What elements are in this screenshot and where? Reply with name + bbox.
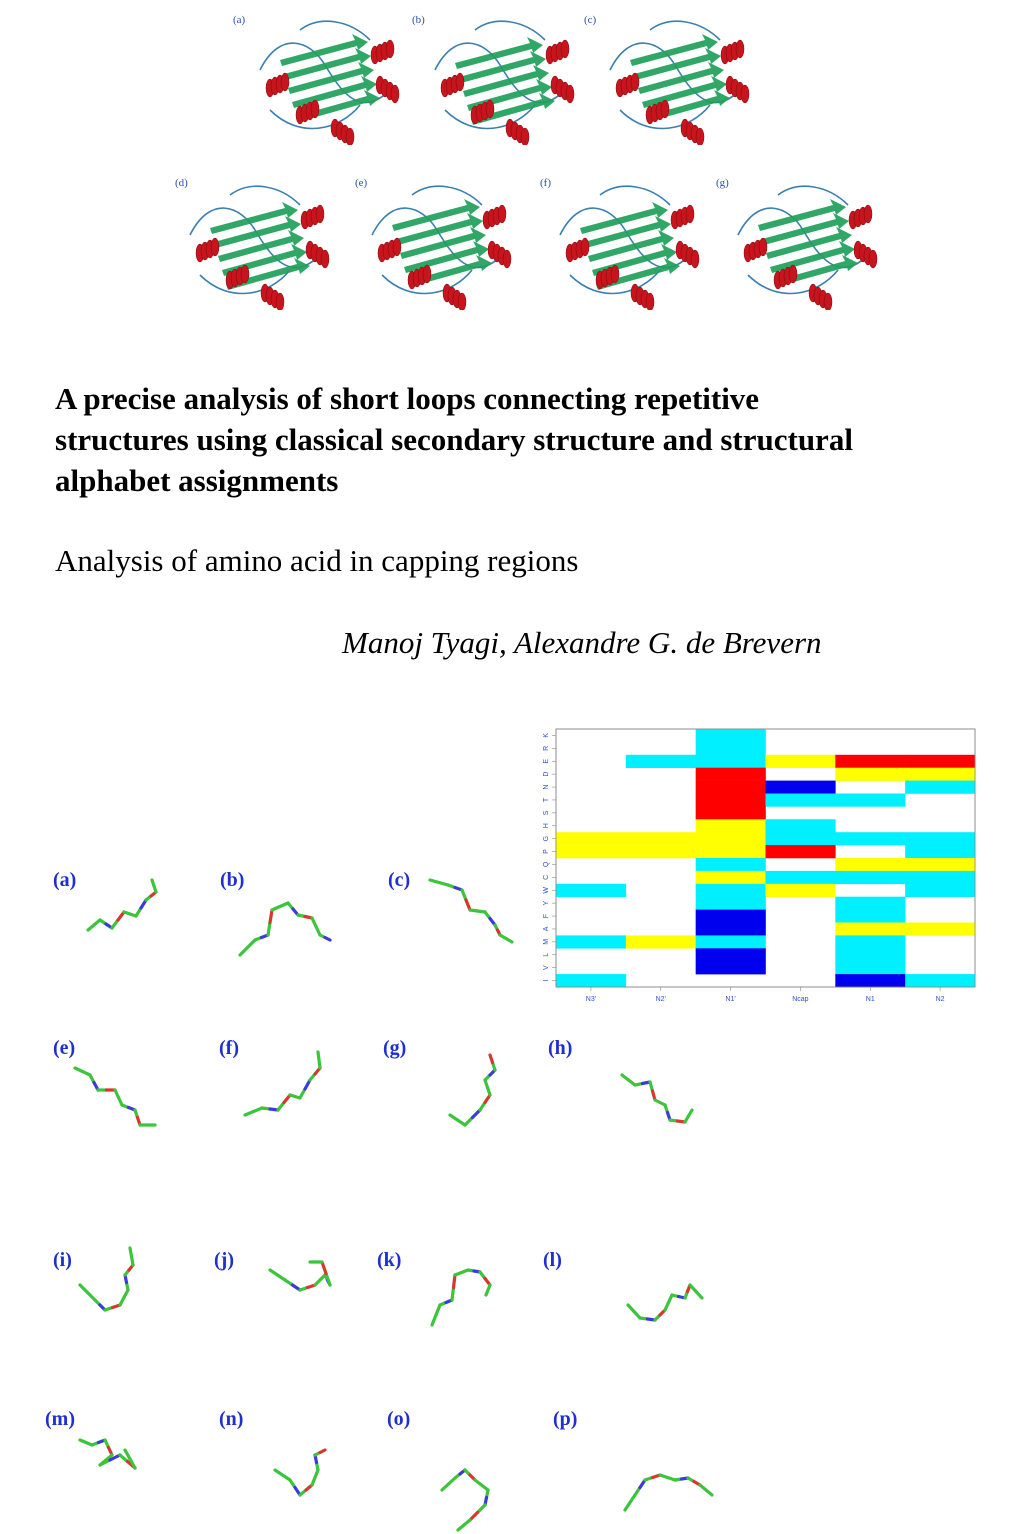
heatmap-column-label: N3' xyxy=(585,996,597,1003)
heatmap-column-label: N2 xyxy=(935,996,945,1003)
heatmap-row-label: T xyxy=(542,797,550,803)
fragment-label-l: (l) xyxy=(543,1249,562,1271)
heatmap-column-label: N2' xyxy=(655,996,666,1003)
heatmap-row-label: F xyxy=(542,913,550,919)
fragment-label-b: (b) xyxy=(220,869,245,891)
heatmap-row-label: I xyxy=(542,979,550,982)
heatmap-row-label: E xyxy=(542,758,550,764)
fragment-label-h: (h) xyxy=(548,1037,573,1059)
heatmap-row-label: G xyxy=(542,835,550,842)
heatmap-row-label: L xyxy=(542,952,550,957)
fragment-label-e: (e) xyxy=(53,1037,76,1059)
protein-label-d: (d) xyxy=(175,177,188,189)
heatmap-row-label: C xyxy=(542,874,550,880)
fragment-label-k: (k) xyxy=(377,1249,402,1271)
protein-label-a: (a) xyxy=(233,14,246,26)
paper-title: A precise analysis of short loops connecting repetitive structures using classical secondary structure and structural alphabet assignments xyxy=(55,381,853,498)
heatmap-row-label: M xyxy=(542,938,550,945)
heatmap-row-label: A xyxy=(542,926,550,932)
heatmap-row-label: N xyxy=(542,784,550,790)
heatmap-column-label: Ncap xyxy=(792,996,809,1003)
heatmap-column-label: N1 xyxy=(865,996,875,1003)
heatmap-row-label: S xyxy=(542,810,550,816)
fragment-label-g: (g) xyxy=(383,1037,407,1059)
heatmap-column-label: N1' xyxy=(725,996,736,1003)
heatmap-row-label: R xyxy=(542,745,550,751)
fragment-label-i: (i) xyxy=(53,1249,72,1271)
fragment-label-m: (m) xyxy=(45,1408,75,1430)
fragment-label-f: (f) xyxy=(219,1037,239,1059)
fragment-label-a: (a) xyxy=(53,869,77,891)
protein-label-c: (c) xyxy=(584,14,597,26)
heatmap-row-label: V xyxy=(542,965,550,970)
heatmap-row-label: Q xyxy=(542,861,550,868)
heatmap-row-label: D xyxy=(542,771,550,777)
paper-authors: Manoj Tyagi, Alexandre G. de Brevern xyxy=(342,625,822,660)
protein-label-g: (g) xyxy=(716,177,729,189)
paper-subtitle: Analysis of amino acid in capping regions xyxy=(55,543,579,578)
heatmap-row-label: H xyxy=(542,823,550,829)
heatmap-row-label: Y xyxy=(542,900,550,906)
fragment-label-j: (j) xyxy=(214,1249,234,1271)
heatmap-row-label: P xyxy=(542,849,550,854)
protein-label-b: (b) xyxy=(412,14,425,26)
protein-label-f: (f) xyxy=(540,177,551,189)
fragment-label-p: (p) xyxy=(553,1408,578,1430)
fragment-label-o: (o) xyxy=(387,1408,411,1430)
fragment-label-c: (c) xyxy=(388,869,411,891)
protein-label-e: (e) xyxy=(355,177,368,189)
heatmap-row-label: K xyxy=(542,733,550,738)
fragment-label-n: (n) xyxy=(219,1408,244,1430)
heatmap-row-label: W xyxy=(542,886,550,894)
